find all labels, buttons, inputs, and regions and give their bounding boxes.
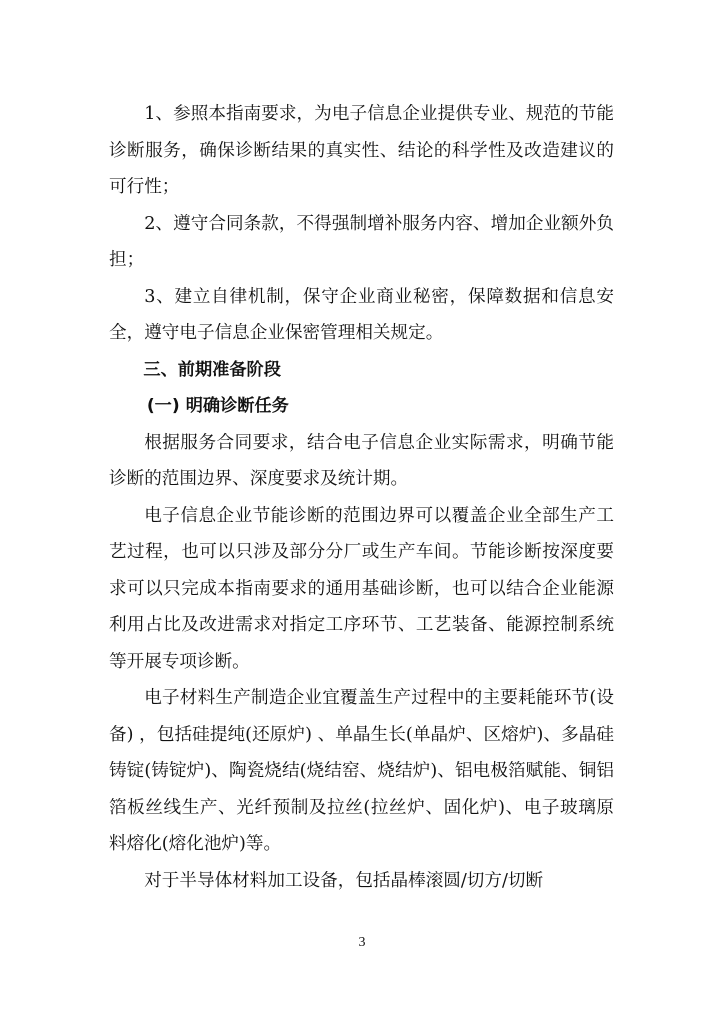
paragraph-1: 1、参照本指南要求，为电子信息企业提供专业、规范的节能诊断服务，确保诊断结果的真实性、结论的科学性及改造建议的可行性；	[109, 104, 614, 197]
paragraph-4: 根据服务合同要求，结合电子信息企业实际需求，明确节能诊断的范围边界、深度要求及统计期。	[109, 432, 614, 489]
paragraph-3: 3、建立自律机制，保守企业商业秘密，保障数据和信息安全，遵守电子信息企业保密管理相关规定。	[109, 286, 614, 343]
page-number: 3	[358, 935, 366, 950]
paragraph-6: 电子材料生产制造企业宜覆盖生产过程中的主要耗能环节(设备) ，包括硅提纯(还原炉) 、单晶生长(单晶炉、区熔炉)、多晶硅铸锭(铸锭炉)、陶瓷烧结(烧结窑、烧结炉)、铝电极箔赋能、铜铝箔板丝线生产、光纤预制及拉丝(拉丝炉、固化炉)、电子玻璃原料熔化(熔化池炉)等。	[109, 688, 614, 854]
subsection-heading: (一) 明确诊断任务	[146, 396, 289, 416]
paragraph-5: 电子信息企业节能诊断的范围边界可以覆盖企业全部生产工艺过程，也可以只涉及部分分厂或生产车间。节能诊断按深度要求可以只完成本指南要求的通用基础诊断，也可以结合企业能源利用占比及改进需求对指定工序环节、工艺装备、能源控制系统等开展专项诊断。	[109, 505, 614, 672]
paragraph-7: 对于半导体材料加工设备，包括晶棒滚圆/切方/切断	[144, 870, 544, 891]
paragraph-2: 2、遵守合同条款，不得强制增补服务内容、增加企业额外负担；	[109, 213, 614, 270]
section-heading: 三、前期准备阶段	[143, 359, 281, 380]
body-text	[109, 96, 614, 899]
